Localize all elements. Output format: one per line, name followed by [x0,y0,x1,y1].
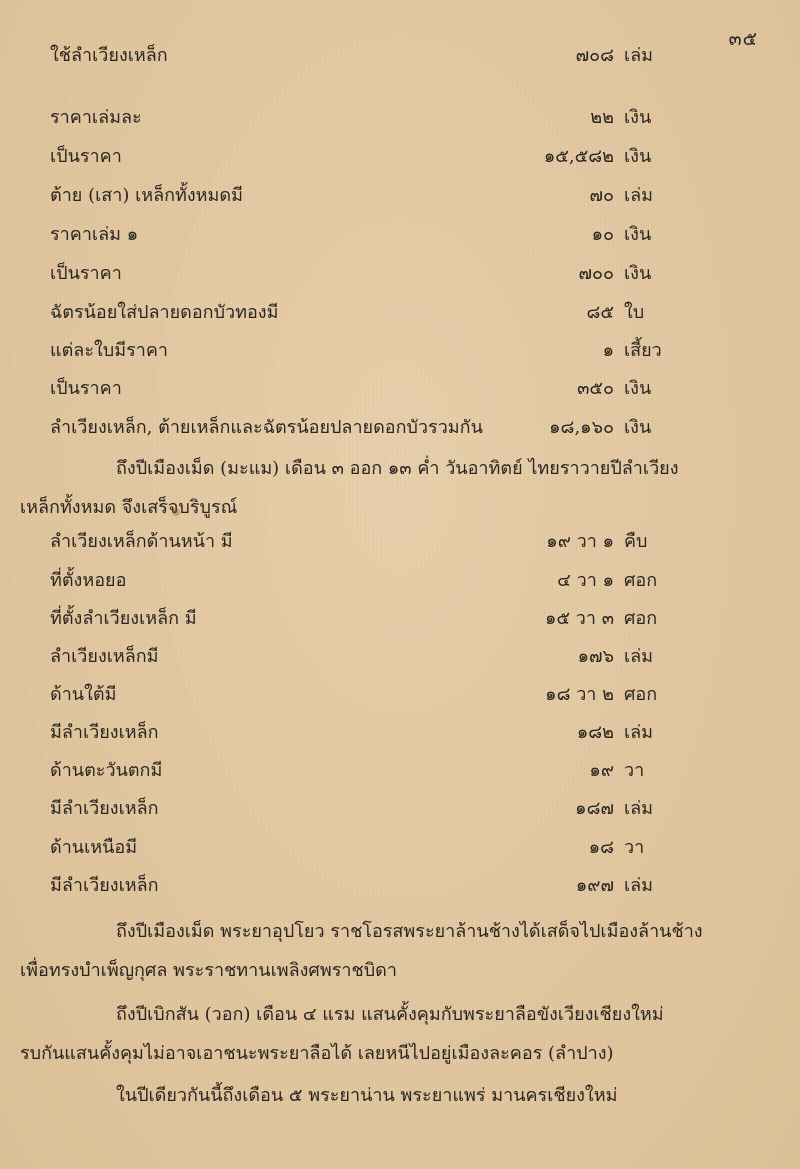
row-unit: เงิน [624,107,652,128]
paragraph [20,449,755,527]
row-unit: เล่ม [624,798,654,819]
paragraph [20,912,755,990]
row-value: ๑๗๖ [577,646,614,667]
row-unit: เสี้ยว [624,340,662,361]
row-label: ฉัตรน้อยใส่ปลายดอกบัวทองมี [50,302,279,323]
paragraph [20,995,755,1073]
row-unit: เล่ม [624,875,654,896]
row-value: ๑๙ วา ๑ [546,531,614,552]
row-label: มีลำเวียงเหล็ก [50,875,159,896]
table-row [0,563,800,599]
row-label: เป็นราคา [50,263,122,284]
row-label: ลำเวียงเหล็ก, ต้ายเหล็กและฉัตรน้อยปลายดอกบัวรวมกัน [50,417,483,438]
table-row [0,38,800,74]
row-unit: เล่ม [624,646,654,667]
table-row [0,791,800,827]
paragraph-line: เพื่อทรงบำเพ็ญกุศล พระราชทานเพลิงศพราชบิดา [20,960,397,981]
table-row [0,295,800,331]
row-value: ๑๘ [588,837,614,858]
table-row-total [0,410,800,446]
table-row [0,139,800,175]
row-value: ๘๕ [586,302,614,323]
row-label: ด้านใต้มี [50,684,117,705]
row-value: ๓๕๐ [577,378,614,399]
row-label: มีลำเวียงเหล็ก [50,798,159,819]
paragraph-line: รบกันแสนคั้งคุมไม่อาจเอาชนะพระยาลือได้ เลยหนีไปอยู่เมืองละคอร (ลำปาง) [20,1043,614,1064]
row-value: ๑๘,๑๖๐ [549,417,614,438]
row-label: แต่ละใบมีราคา [50,340,168,361]
row-value: ๑๘ วา ๒ [545,684,614,705]
row-label: ใช้ลำเวียงเหล็ก [50,45,168,66]
row-label: ลำเวียงเหล็กมี [50,646,159,667]
table-row [0,639,800,675]
paragraph-line: ถึงปีเมืองเม็ด (มะแม) เดือน ๓ ออก ๑๓ ค่ำ วันอาทิตย์ ไทยราวายปีลำเวียง [116,458,679,479]
row-value: ๑๘๒ [576,722,614,743]
table-row [0,830,800,866]
row-label: ลำเวียงเหล็กด้านหน้า มี [50,531,233,552]
table-row [0,256,800,292]
paragraph-line: ในปีเดียวกันนี้ถึงเดือน ๕ พระยาน่าน พระยาแพร่ มานครเชียงใหม่ [116,1085,618,1106]
row-value: ๗๐ [589,185,614,206]
row-value: ๑๕ วา ๓ [544,608,614,629]
row-unit: ใบ [624,302,645,323]
row-unit: วา [624,760,645,781]
row-value: ๒๒ [590,107,614,128]
table-row [0,371,800,407]
row-value: ๔ วา ๑ [557,570,614,591]
row-unit: คืบ [624,531,648,552]
table-row [0,868,800,904]
row-value: ๑๐ [591,224,614,245]
row-unit: ศอก [624,684,658,705]
row-value: ๑๙ [589,760,614,781]
row-unit: เงิน [624,378,652,399]
table-row [0,753,800,789]
row-label: ต้าย (เสา) เหล็กทั้งหมดมี [50,185,243,206]
row-unit: ศอก [624,570,658,591]
table-row [0,524,800,560]
page-number: ๓๕ [728,28,758,50]
paragraph-line: เหล็กทั้งหมด จึงเสร็จบริบูรณ์ [20,497,238,518]
row-value: ๑ [602,340,614,361]
row-unit: เงิน [624,263,652,284]
row-unit: เล่ม [624,722,654,743]
row-unit: เงิน [624,146,652,167]
row-value: ๑๙๗ [575,875,614,896]
row-label: ที่ตั้งหอยอ [50,570,127,591]
ink-stain [172,508,180,516]
paragraph-line: ถึงปีเมืองเม็ด พระยาอุปโยว ราชโอรสพระยาล้านช้างได้เสด็จไปเมืองล้านช้าง [116,921,703,942]
row-value: ๑๘๗ [575,798,614,819]
table-row [0,677,800,713]
row-label: เป็นราคา [50,378,122,399]
row-label: ราคาเล่ม ๑ [50,224,139,245]
table-row [0,715,800,751]
row-unit: วา [624,837,645,858]
row-label: ด้านเหนือมี [50,837,138,858]
row-value: ๗๐๐ [578,263,614,284]
row-label: ราคาเล่มละ [50,107,142,128]
row-unit: เล่ม [624,45,654,66]
row-value: ๑๕,๕๘๒ [543,146,614,167]
row-label: เป็นราคา [50,146,122,167]
row-label: ด้านตะวันตกมี [50,760,163,781]
row-unit: เงิน [624,417,652,438]
row-label: มีลำเวียงเหล็ก [50,722,159,743]
row-unit: ศอก [624,608,658,629]
paragraph-line: ถึงปีเบิกสัน (วอก) เดือน ๔ แรม แสนคั้งคุมกับพระยาลือขังเวียงเชียงใหม่ [116,1004,664,1025]
table-row [0,217,800,253]
paragraph [20,1076,755,1115]
row-unit: เงิน [624,224,652,245]
table-row [0,100,800,136]
row-unit: เล่ม [624,185,654,206]
row-label: ที่ตั้งลำเวียงเหล็ก มี [50,608,197,629]
table-row [0,333,800,369]
table-row [0,601,800,637]
row-value: ๗๐๘ [575,45,614,66]
table-row [0,178,800,214]
